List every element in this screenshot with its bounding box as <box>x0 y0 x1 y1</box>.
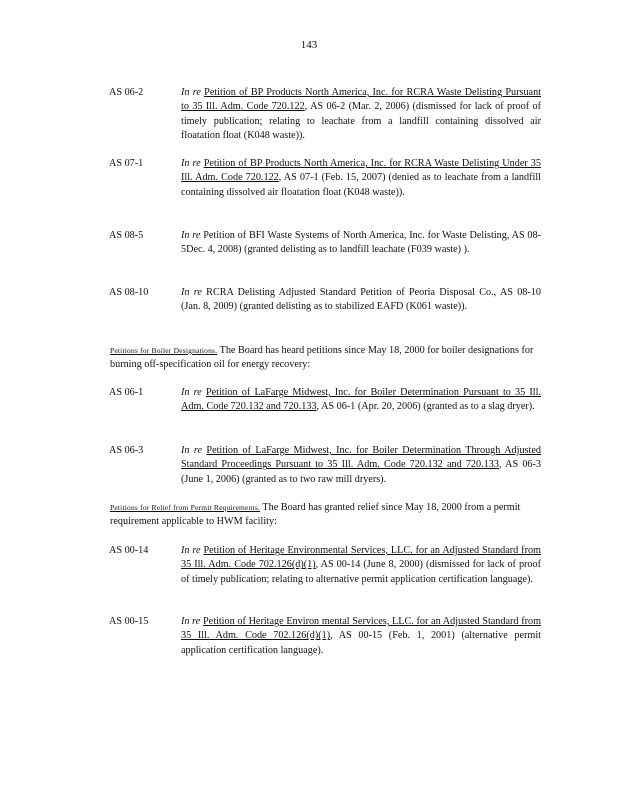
case-note: (dismissed for lack of proof of timely publication; relating to alternative permit application certification language). <box>181 559 542 585</box>
case-prefix: In re <box>181 158 201 169</box>
case-prefix: In re <box>181 616 201 627</box>
case-prefix: In re <box>181 230 201 241</box>
case-note: (granted as to two raw mill dryers). <box>242 473 387 485</box>
case-prefix: In re <box>181 387 202 398</box>
case-title: Petition of LaFarge Midwest, Inc. for Boiler Determination Through Adjusted Standard Proceedings Pursuant to 35 Ill. Adm. Code 720.132 and 720.133 <box>181 445 541 471</box>
case-title: Petition of BP Products North America, Inc. for RCRA Waste Delisting Under 35 Ill. Adm. Code 720.122 <box>181 158 541 184</box>
case-citation: , AS 06-2 (Mar. 2, 2006) <box>304 101 410 113</box>
case-text <box>181 615 541 658</box>
section-intro: The Board has heard petitions since May 18, 2000 for boiler designations for burning off-specification oil for energy recovery: <box>110 345 534 371</box>
case-title: Petition of LaFarge Midwest, Inc. for Boiler Determination Pursuant to 35 Ill. Adm. Code 720.132 and 720.133 <box>181 387 541 413</box>
section-heading: Petitions for Relief from Permit Requirements. <box>110 503 261 512</box>
case-text <box>181 386 541 415</box>
case-prefix: In re <box>181 545 201 556</box>
case-title: Petition of Heritage Environmental Services, LLC. for an Adjusted Standard from 35 Ill. Adm. Code 702.126(d)(1) <box>181 545 541 571</box>
case-text <box>181 544 541 587</box>
case-text <box>181 444 541 487</box>
case-number: AS 06-1 <box>109 387 144 398</box>
case-number: AS 00-15 <box>109 616 149 627</box>
case-number: AS 06-3 <box>109 445 144 456</box>
case-title: RCRA Delisting Adjusted Standard Petition of Peoria Disposal Co. <box>206 287 494 298</box>
section-intro: The Board has granted relief since May 18, 2000 from a permit requirement applicable to HWM facility: <box>110 502 521 528</box>
case-prefix: In re <box>181 445 202 456</box>
case-number: AS 06-2 <box>109 87 144 98</box>
case-citation: , AS 07-1 (Feb. 15, 2007) <box>278 172 386 184</box>
case-citation: , AS 08-5Dec. 4, 2008) <box>181 230 542 256</box>
case-note: (denied as to leachate from a landfill containing dissolved air floatation float (K048 waste)). <box>181 172 541 198</box>
case-prefix: In re <box>181 87 201 98</box>
case-prefix: In re <box>181 287 202 298</box>
case-title: Petition of BFI Waste Systems of North America, Inc. for Waste Delisting <box>203 230 507 241</box>
case-note: (granted delisting as to stabilized EAFD (K061 waste)). <box>239 301 468 313</box>
case-title: Petition of BP Products North America, Inc. for RCRA Waste Delisting Pursuant to 35 Ill. Adm. Code 720.122 <box>181 87 541 113</box>
case-citation: , AS 08-10 (Jan. 8, 2009) <box>181 287 541 313</box>
case-text <box>181 286 541 315</box>
case-number: AS 00-14 <box>109 545 149 556</box>
case-text <box>181 157 541 200</box>
section-paragraph <box>72 344 542 373</box>
case-note: (dismissed for lack of proof of timely publication; relating to leachate from a landfill containing dissolved air floatation float (K048 waste)). <box>181 101 541 142</box>
case-note: (alternative permit application certification language). <box>181 630 541 656</box>
case-text <box>181 86 541 144</box>
case-citation: , AS 00-14 (June 8, 2000) <box>315 559 423 571</box>
case-number: AS 08-5 <box>109 230 144 241</box>
case-number: AS 08-10 <box>109 287 149 298</box>
case-text <box>181 229 541 258</box>
section-heading: Petitions for Boiler Designations. <box>110 346 218 355</box>
section-paragraph <box>72 501 542 530</box>
page-number: 143 <box>300 39 318 51</box>
case-number: AS 07-1 <box>109 158 144 169</box>
case-citation: , AS 00-15 (Feb. 1, 2001) <box>330 630 455 642</box>
case-title: Petition of Heritage Environ mental Services, LLC. for an Adjusted Standard from 35 Ill. Adm. Code 702.126(d)(1) <box>181 616 541 642</box>
case-note: (granted as to a slag dryer). <box>423 401 535 413</box>
case-citation: , AS 06-3 (June 1, 2006) <box>181 459 541 485</box>
case-note: (granted delisting as to landfill leachate (F039 waste) ). <box>244 244 470 256</box>
case-citation: , AS 06-1 (Apr. 20, 2006) <box>316 401 421 413</box>
